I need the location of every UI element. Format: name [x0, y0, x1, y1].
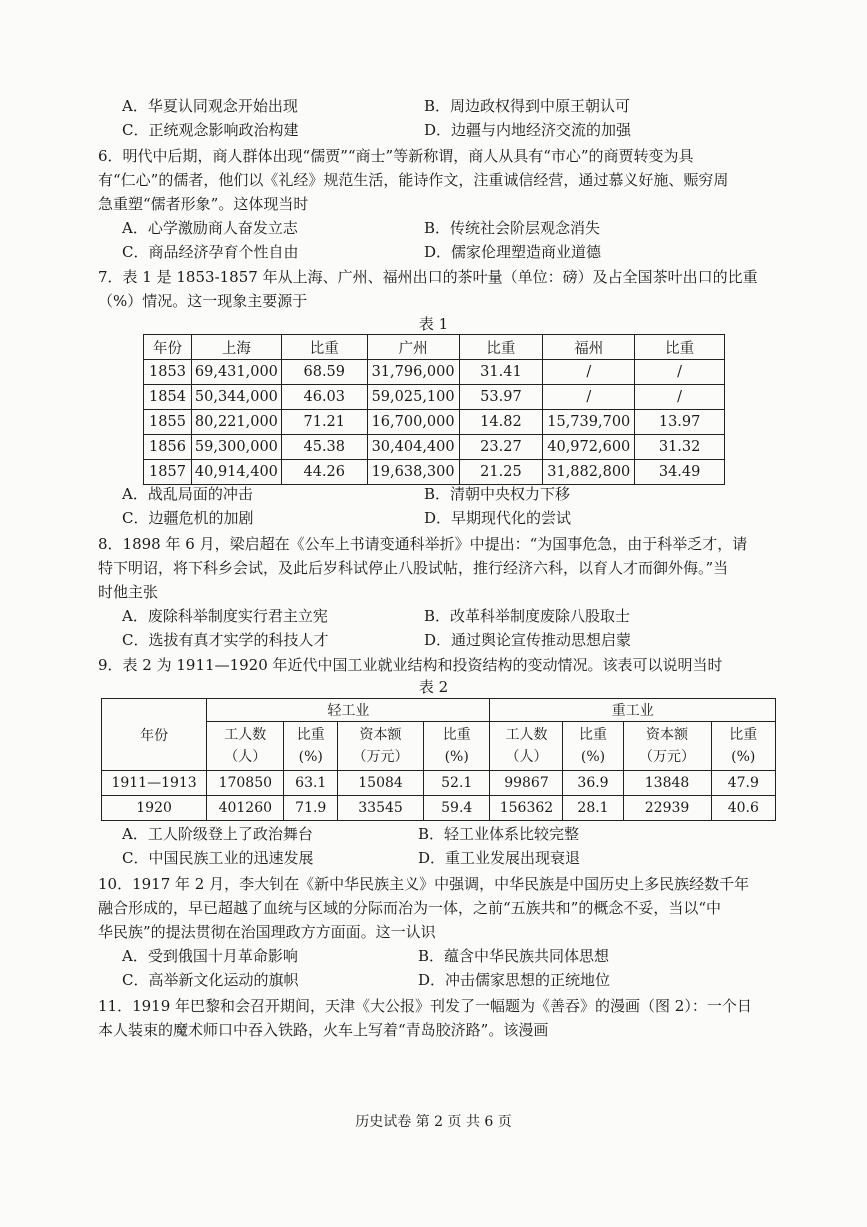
table-cell: 59.4 — [423, 796, 490, 821]
subheader-unit: (%) — [580, 749, 606, 765]
table-cell: 63.1 — [284, 771, 338, 796]
table-row — [102, 771, 776, 796]
subheader-unit: （人） — [224, 749, 267, 765]
table-cell: 15,739,700 — [543, 410, 635, 435]
q11-stem-line1: 11．1919 年巴黎和会召开期间，天津《大公报》刊发了一幅题为《善吞》的漫画（图 2）：一个日 — [98, 997, 752, 1015]
q9-option-a[interactable]: A．工人阶级登上了政治舞台 — [122, 825, 313, 843]
q10-stem-line2: 融合形成的，早已超越了血统与区域的分际而冶为一体，之前“五族共和”的概念不妥，当以“中 — [98, 899, 722, 917]
table-cell: 21.25 — [459, 460, 543, 485]
table1-header-cell: 上海 — [191, 335, 281, 360]
table-cell: 34.49 — [635, 460, 725, 485]
table-cell: 1853 — [144, 360, 192, 385]
table-cell: 47.9 — [711, 771, 775, 796]
q5-option-a[interactable]: A．华夏认同观念开始出现 — [122, 97, 298, 115]
q10-option-a[interactable]: A．受到俄国十月革命影响 — [122, 947, 298, 965]
table2-subheader-cell — [490, 722, 563, 771]
table-cell: 59,300,000 — [191, 435, 281, 460]
table2-subheader-cell — [284, 722, 338, 771]
table-cell: 401260 — [207, 796, 284, 821]
table-row — [144, 385, 725, 410]
table-cell: 71.9 — [284, 796, 338, 821]
q8-option-c[interactable]: C．选拔有真才实学的科技人才 — [122, 631, 329, 649]
q5-option-d[interactable]: D．边疆与内地经济交流的加强 — [424, 121, 632, 139]
q9-stem-line1: 9．表 2 为 1911—1920 年近代中国工业就业结构和投资结构的变动情况。该表可以说明当时 — [98, 656, 723, 674]
table-cell: 45.38 — [281, 435, 367, 460]
subheader-unit: (%) — [298, 749, 323, 765]
table-cell: 69,431,000 — [191, 360, 281, 385]
subheader-label: 资本额 — [359, 727, 402, 743]
table-cell: / — [635, 360, 725, 385]
table-cell: 68.59 — [281, 360, 367, 385]
q6-option-c[interactable]: C．商品经济孕育个性自由 — [122, 243, 299, 261]
table-cell: / — [635, 385, 725, 410]
q10-option-d[interactable]: D．冲击儒家思想的正统地位 — [418, 971, 611, 989]
subheader-unit: （人） — [505, 749, 548, 765]
table1-header-cell: 广州 — [367, 335, 459, 360]
table-cell: 1854 — [144, 385, 192, 410]
q6-option-d[interactable]: D．儒家伦理塑造商业道德 — [424, 243, 602, 261]
table-cell: 170850 — [207, 771, 284, 796]
table-cell: / — [543, 385, 635, 410]
subheader-unit: （万元） — [352, 749, 409, 765]
table2-year-header: 年份 — [102, 699, 207, 771]
table-cell: 1857 — [144, 460, 192, 485]
table-cell: 40,914,400 — [191, 460, 281, 485]
table2-subheader-cell — [711, 722, 775, 771]
subheader-unit: (%) — [731, 749, 756, 765]
table2 — [101, 698, 776, 821]
q6-stem-line3: 急重塑“儒者形象”。这体现当时 — [98, 195, 309, 213]
q11-stem-line2: 本人装束的魔术师口中吞入铁路，火车上写着“青岛胶济路”。该漫画 — [98, 1021, 549, 1039]
table-cell: 31,796,000 — [367, 360, 459, 385]
q7-stem-line2: （%）情况。这一现象主要源于 — [98, 292, 308, 310]
table-cell: 30,404,400 — [367, 435, 459, 460]
table1-header-row — [144, 335, 725, 360]
table-cell: 40,972,600 — [543, 435, 635, 460]
table-cell: 31,882,800 — [543, 460, 635, 485]
table1-header-cell: 比重 — [635, 335, 725, 360]
table-cell: 1855 — [144, 410, 192, 435]
q6-option-a[interactable]: A．心学激励商人奋发立志 — [122, 219, 298, 237]
table1-header-cell: 比重 — [281, 335, 367, 360]
table1-header-cell: 福州 — [543, 335, 635, 360]
q7-option-b[interactable]: B．清朝中央权力下移 — [424, 485, 571, 503]
table2-subheader-cell — [207, 722, 284, 771]
table-cell: 31.32 — [635, 435, 725, 460]
table-cell: 1920 — [102, 796, 207, 821]
table-cell: 80,221,000 — [191, 410, 281, 435]
table-row — [102, 796, 776, 821]
table2-light-industry-header: 轻工业 — [207, 699, 490, 722]
q7-option-a[interactable]: A．战乱局面的冲击 — [122, 485, 253, 503]
table-cell: 19,638,300 — [367, 460, 459, 485]
table2-heavy-industry-header: 重工业 — [490, 699, 776, 722]
table-row — [144, 410, 725, 435]
table-cell: 52.1 — [423, 771, 490, 796]
table-cell: 59,025,100 — [367, 385, 459, 410]
table2-subheader-cell — [338, 722, 424, 771]
subheader-label: 比重 — [296, 727, 325, 743]
table1-caption: 表 1 — [418, 315, 449, 333]
subheader-label: 比重 — [442, 727, 471, 743]
table-cell: 15084 — [338, 771, 424, 796]
q7-option-c[interactable]: C．边疆危机的加剧 — [122, 509, 254, 527]
table-cell: 36.9 — [563, 771, 623, 796]
q10-option-c[interactable]: C．高举新文化运动的旗帜 — [122, 971, 299, 989]
q8-stem-line1: 8．1898 年 6 月，梁启超在《公车上书请变通科举折》中提出：“为国事危急，由于科举乏才，请 — [98, 535, 748, 553]
subheader-unit: （万元） — [639, 749, 696, 765]
subheader-label: 工人数 — [505, 727, 548, 743]
q9-option-d[interactable]: D．重工业发展出现衰退 — [418, 849, 581, 867]
subheader-label: 工人数 — [224, 727, 267, 743]
table-row — [144, 435, 725, 460]
table2-group-row — [102, 699, 776, 722]
page-footer: 历史试卷 第 2 页 共 6 页 — [355, 1114, 512, 1130]
table-cell: 23.27 — [459, 435, 543, 460]
q9-option-b[interactable]: B．轻工业体系比较完整 — [418, 825, 580, 843]
table-cell: 71.21 — [281, 410, 367, 435]
table-cell: 99867 — [490, 771, 563, 796]
table-cell: 40.6 — [711, 796, 775, 821]
q6-option-b[interactable]: B．传统社会阶层观念消失 — [424, 219, 601, 237]
q9-option-c[interactable]: C．中国民族工业的迅速发展 — [122, 849, 314, 867]
q7-option-d[interactable]: D．早期现代化的尝试 — [424, 509, 572, 527]
q8-option-b[interactable]: B．改革科举制度废除八股取士 — [424, 607, 631, 625]
subheader-label: 比重 — [579, 727, 607, 743]
subheader-label: 比重 — [729, 727, 758, 743]
table-cell: 50,344,000 — [191, 385, 281, 410]
table2-subheader-cell — [623, 722, 711, 771]
q7-stem-line1: 7．表 1 是 1853-1857 年从上海、广州、福州出口的茶叶量（单位：磅）及占全国茶叶出口的比重 — [98, 268, 758, 286]
table1-header-cell: 年份 — [144, 335, 192, 360]
table-cell: 13.97 — [635, 410, 725, 435]
q10-option-b[interactable]: B．蕴含中华民族共同体思想 — [418, 947, 610, 965]
q8-stem-line3: 时他主张 — [98, 583, 159, 601]
table-cell: 1856 — [144, 435, 192, 460]
table-row — [144, 460, 725, 485]
q5-option-b[interactable]: B．周边政权得到中原王朝认可 — [424, 97, 631, 115]
q8-option-d[interactable]: D．通过舆论宣传推动思想启蒙 — [424, 631, 632, 649]
q8-stem-line2: 特下明诏，将下科乡会试，及此后岁科试停止八股试帖，推行经济六科，以育人才而御外侮。”当 — [98, 559, 729, 577]
table-row — [144, 360, 725, 385]
table-cell: 1911—1913 — [102, 771, 207, 796]
q6-stem-line2: 有“仁心”的儒者，他们以《礼经》规范生活，能诗作文，注重诚信经营，通过慕义好施、赈穷周 — [98, 171, 729, 189]
table-cell: / — [543, 360, 635, 385]
table-cell: 22939 — [623, 796, 711, 821]
table-cell: 46.03 — [281, 385, 367, 410]
subheader-unit: (%) — [444, 749, 469, 765]
table2-subheader-cell — [563, 722, 623, 771]
table-cell: 156362 — [490, 796, 563, 821]
subheader-label: 资本额 — [646, 727, 689, 743]
table-cell: 14.82 — [459, 410, 543, 435]
table2-subheader-cell — [423, 722, 490, 771]
table-cell: 44.26 — [281, 460, 367, 485]
table1-header-cell: 比重 — [459, 335, 543, 360]
q5-option-c[interactable]: C．正统观念影响政治构建 — [122, 121, 299, 139]
q6-stem-line1: 6．明代中后期，商人群体出现“儒贾”“商士”等新称谓，商人从具有“市心”的商贾转变为具 — [98, 147, 694, 165]
q10-stem-line1: 10．1917 年 2 月，李大钊在《新中华民族主义》中强调，中华民族是中国历史上多民族经数千年 — [98, 875, 750, 893]
table-cell: 13848 — [623, 771, 711, 796]
table-cell: 31.41 — [459, 360, 543, 385]
table-cell: 16,700,000 — [367, 410, 459, 435]
q8-option-a[interactable]: A．废除科举制度实行君主立宪 — [122, 607, 328, 625]
table2-caption: 表 2 — [418, 678, 449, 696]
table-cell: 33545 — [338, 796, 424, 821]
table1 — [143, 334, 725, 485]
table-cell: 28.1 — [563, 796, 623, 821]
table-cell: 53.97 — [459, 385, 543, 410]
q10-stem-line3: 华民族”的提法贯彻在治国理政方方面面。这一认识 — [98, 923, 436, 941]
